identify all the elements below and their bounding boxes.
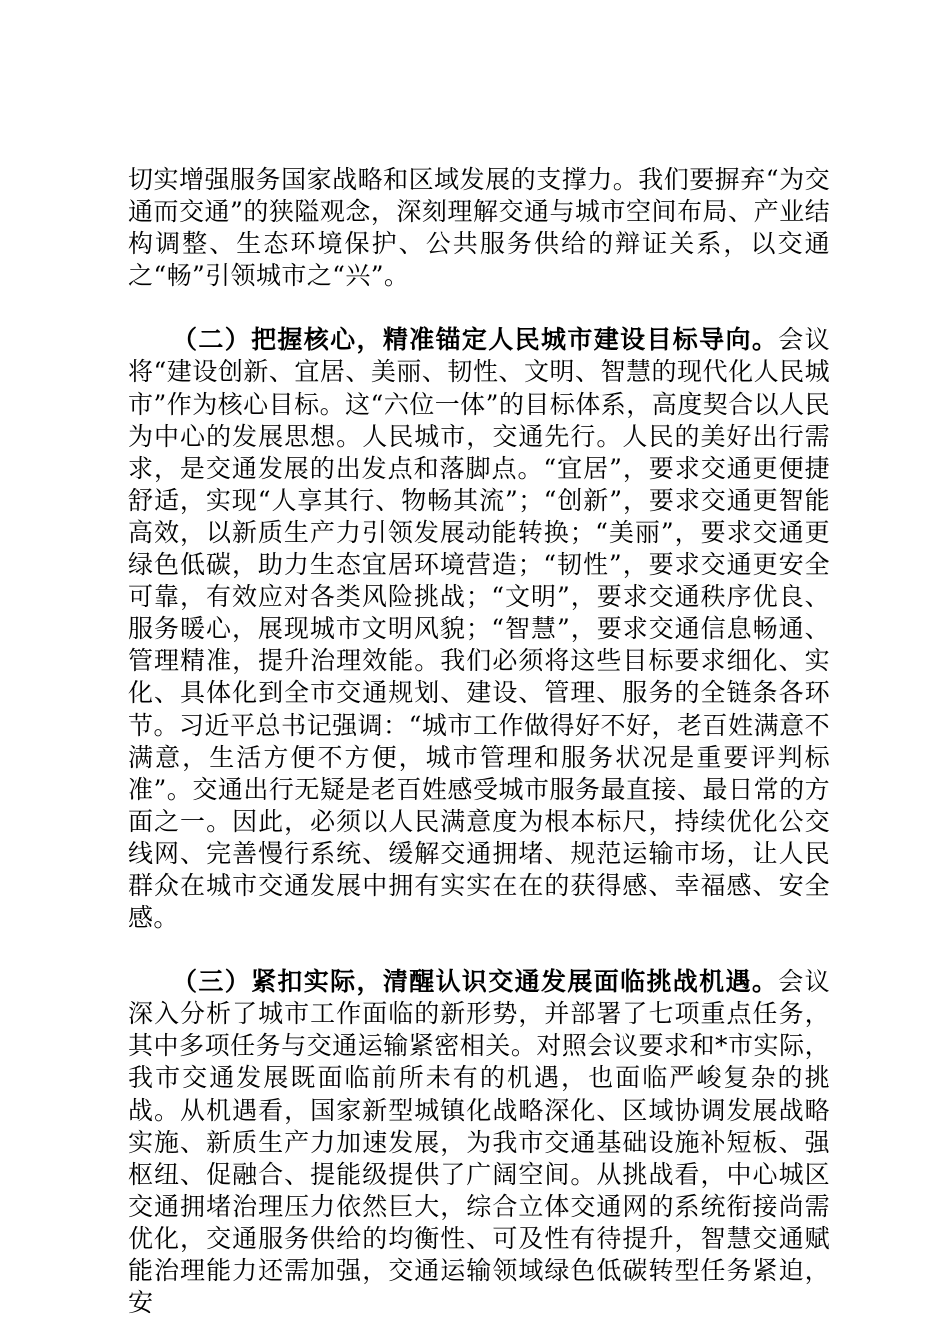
paragraph-3-text: 会议深入分析了城市工作面临的新形势，并部署了七项重点任务，其中多项任务与交通运输紧密相关。对照会议要求和*市实际，我市交通发展既面临前所未有的机遇，也面临严峻复杂的挑战。从机遇看，国家新型城镇化战略深化、区域协调发展战略实施、新质生产力加速发展，为我市交通基础设施补短板、强枢纽、促融合、提能级提供了广阔空间。从挑战看，中心城区交通拥堵治理压力依然巨大，综合立体交通网的系统衔接尚需优化，交通服务供给的均衡性、可及性有待提升，智慧交通赋能治理能力还需加强，交通运输领域绿色低碳转型任务紧迫，安 [128, 967, 830, 1318]
paragraph-2-text: 会议将“建设创新、宜居、美丽、韧性、文明、智慧的现代化人民城市”作为核心目标。这“六位一体”的目标体系，高度契合以人民为中心的发展思想。人民城市，交通先行。人民的美好出行需求，是交通发展的出发点和落脚点。“宜居”，要求交通更便捷舒适，实现“人享其行、物畅其流”；“创新”，要求交通更智能高效，以新质生产力引领发展动能转换；“美丽”，要求交通更绿色低碳，助力生态宜居环境营造；“韧性”，要求交通更安全可靠，有效应对各类风险挑战；“文明”，要求交通秩序优良、服务暖心，展现城市文明风貌；“智慧”，要求交通信息畅通、管理精准，提升治理效能。我们必须将这些目标要求细化、实化、具体化到全市交通规划、建设、管理、服务的全链条各环节。习近平总书记强调：“城市工作做得好不好，老百姓满意不满意，生活方便不方便，城市管理和服务状况是重要评判标准”。交通出行无疑是老百姓感受城市服务最直接、最日常的方面之一。因此，必须以人民满意度为根本标尺，持续优化公交线网、完善慢行系统、缓解交通拥堵、规范运输市场，让人民群众在城市交通发展中拥有实实在在的获得感、幸福感、安全感。 [128, 325, 830, 933]
paragraph-2 [128, 324, 830, 934]
paragraph-1 [128, 164, 830, 292]
paragraph-3-heading: （三）紧扣实际，清醒认识交通发展面临挑战机遇。 [172, 967, 779, 997]
document-page [128, 164, 830, 1319]
paragraph-3 [128, 966, 830, 1319]
paragraph-1-text: 切实增强服务国家战略和区域发展的支撑力。我们要摒弃“为交通而交通”的狭隘观念，深刻理解交通与城市空间布局、产业结构调整、生态环境保护、公共服务供给的辩证关系，以交通之“畅”引领城市之“兴”。 [128, 165, 830, 291]
paragraph-2-heading: （二）把握核心，精准锚定人民城市建设目标导向。 [172, 325, 779, 355]
